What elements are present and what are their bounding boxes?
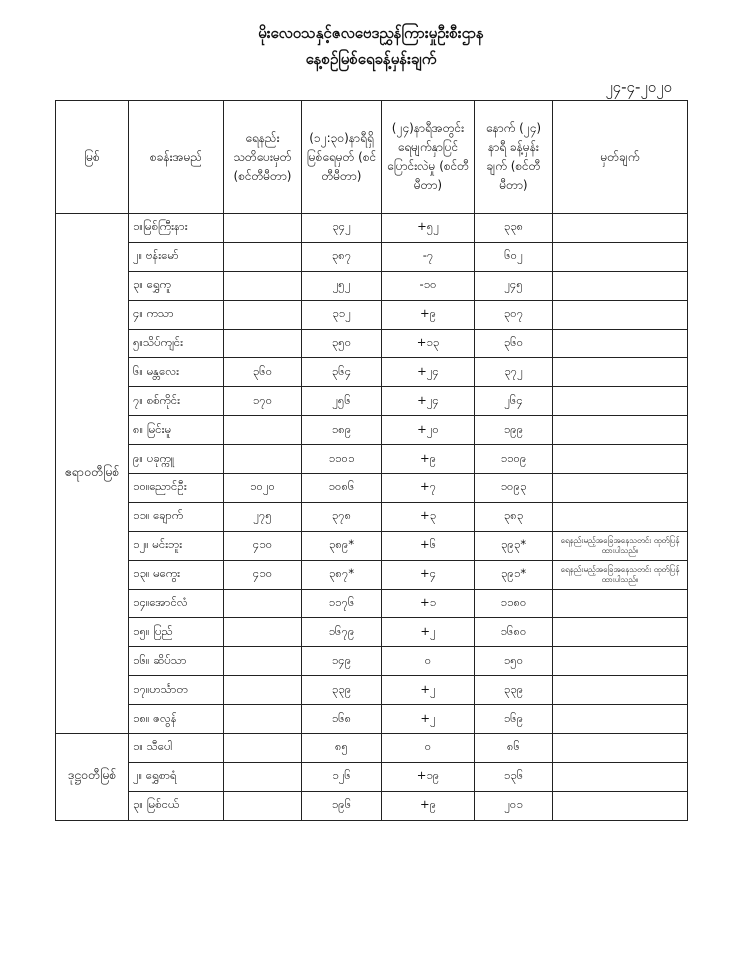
table-row — [56, 734, 688, 763]
water-level-cell: ၃၇၈ — [302, 502, 382, 531]
water-level-cell: ၁၉၆ — [302, 791, 382, 820]
water-level-cell: ၃၄၂ — [302, 214, 382, 243]
station-cell: ၁၈။ ဇလွန် — [129, 705, 224, 734]
warning-level-cell — [224, 329, 302, 358]
table-row — [56, 647, 688, 676]
forecast-cell: ၁၃၆ — [475, 762, 553, 791]
level-change-cell: +၉ — [382, 445, 475, 474]
table-row — [56, 531, 688, 560]
forecast-cell: ၃၀၇ — [475, 300, 553, 329]
remark-cell — [553, 214, 688, 243]
forecast-cell: ၂၀၁ — [475, 791, 553, 820]
forecast-cell: ၃၈၃ — [475, 502, 553, 531]
station-cell: ၁၃။ မကွေး — [129, 560, 224, 589]
forecast-cell: ၁၅၀ — [475, 647, 553, 676]
level-change-cell: +၂ — [382, 618, 475, 647]
header-river: မြစ် — [56, 101, 129, 214]
water-level-cell: ၃၃၉ — [302, 676, 382, 705]
station-cell: ၁၅။ ပြည် — [129, 618, 224, 647]
table-row — [56, 618, 688, 647]
station-cell: ၁၄။အောင်လံ — [129, 589, 224, 618]
forecast-cell: ၁၆၉ — [475, 705, 553, 734]
water-level-cell: ၂၅၂ — [302, 271, 382, 300]
water-level-cell: ၁၁၀၁ — [302, 445, 382, 474]
warning-level-cell — [224, 676, 302, 705]
water-level-cell: ၃၅၀ — [302, 329, 382, 358]
warning-level-cell — [224, 589, 302, 618]
warning-level-cell: ၄၁၀ — [224, 560, 302, 589]
document-subtitle: နေ့စဉ်မြစ်ရေခန့်မှန်းချက် — [305, 50, 437, 68]
level-change-cell: +၅၂ — [382, 214, 475, 243]
level-change-cell: +၇ — [382, 474, 475, 503]
table-row — [56, 300, 688, 329]
forecast-cell: ၁၁၈၀ — [475, 589, 553, 618]
river-name-cell: ဒုဋ္ဌဝတီမြစ် — [56, 734, 129, 821]
table-row — [56, 214, 688, 243]
header-station: စခန်းအမည် — [129, 101, 224, 214]
level-change-cell: +၉ — [382, 791, 475, 820]
warning-level-cell — [224, 791, 302, 820]
warning-level-cell — [224, 734, 302, 763]
river-name-cell: ဧရာဝတီမြစ် — [56, 214, 129, 734]
forecast-cell: ၃၃၈ — [475, 214, 553, 243]
remark-cell — [553, 791, 688, 820]
table-row — [56, 762, 688, 791]
warning-level-cell — [224, 242, 302, 271]
remark-cell — [553, 676, 688, 705]
remark-cell — [553, 762, 688, 791]
warning-level-cell — [224, 647, 302, 676]
level-change-cell: +၃ — [382, 502, 475, 531]
level-change-cell: +၁ — [382, 589, 475, 618]
remark-cell — [553, 416, 688, 445]
table-row — [56, 242, 688, 271]
warning-level-cell: ၃၆၀ — [224, 358, 302, 387]
table-row — [56, 474, 688, 503]
river-forecast-table — [55, 100, 688, 821]
water-level-cell: ၈၅ — [302, 734, 382, 763]
station-cell: ၁။ သီပေါ — [129, 734, 224, 763]
water-level-cell: ၃၈၇* — [302, 560, 382, 589]
level-change-cell: +၂၀ — [382, 416, 475, 445]
forecast-cell: ၁၆၈၀ — [475, 618, 553, 647]
station-cell: ၅။သိပ်ကျင်း — [129, 329, 224, 358]
forecast-cell: ၆၀၂ — [475, 242, 553, 271]
level-change-cell: +၂ — [382, 676, 475, 705]
report-date: ၂၄-၄-၂၀၂၀ — [605, 78, 672, 96]
level-change-cell: +၁၃ — [382, 329, 475, 358]
table-row — [56, 445, 688, 474]
remark-cell — [553, 647, 688, 676]
water-level-cell: ၃၆၄ — [302, 358, 382, 387]
level-change-cell: +၂၄ — [382, 387, 475, 416]
water-level-cell: ၁၆၈ — [302, 705, 382, 734]
table-row — [56, 560, 688, 589]
station-cell: ၃။ ရွှေကူ — [129, 271, 224, 300]
remark-cell — [553, 358, 688, 387]
warning-level-cell — [224, 445, 302, 474]
level-change-cell: +၆ — [382, 531, 475, 560]
station-cell: ၇။ စစ်ကိုင်း — [129, 387, 224, 416]
remark-cell — [553, 300, 688, 329]
remark-cell — [553, 387, 688, 416]
station-cell: ၁၀။ညောင်ဦး — [129, 474, 224, 503]
remark-cell — [553, 242, 688, 271]
forecast-cell: ၃၃၉ — [475, 676, 553, 705]
station-cell: ၆။ မန္တလေး — [129, 358, 224, 387]
water-level-cell: ၁၄၉ — [302, 647, 382, 676]
forecast-cell: ၈၆ — [475, 734, 553, 763]
station-cell: ၂။ ဗန်းမော် — [129, 242, 224, 271]
level-change-cell: ၀ — [382, 647, 475, 676]
water-level-cell: ၁၈၉ — [302, 416, 382, 445]
warning-level-cell — [224, 705, 302, 734]
forecast-cell: ၃၆၀ — [475, 329, 553, 358]
table-row — [56, 358, 688, 387]
table-row — [56, 387, 688, 416]
header-24h-change: (၂၄)နာရီအတွင်း ရေမျက်နှာပြင် ပြောင်းလဲမှု (စင်တီမီတာ) — [382, 101, 475, 214]
level-change-cell: ၀ — [382, 734, 475, 763]
level-change-cell: -၇ — [382, 242, 475, 271]
table-row — [56, 676, 688, 705]
table-row — [56, 416, 688, 445]
level-change-cell: +၄ — [382, 560, 475, 589]
warning-level-cell — [224, 618, 302, 647]
warning-level-cell — [224, 416, 302, 445]
warning-level-cell: ၂၇၅ — [224, 502, 302, 531]
level-change-cell: +၉ — [382, 300, 475, 329]
forecast-cell: ၁၀၉၃ — [475, 474, 553, 503]
level-change-cell: +၂ — [382, 705, 475, 734]
water-level-cell: ၁၂၆ — [302, 762, 382, 791]
water-level-cell: ၁၆၇၉ — [302, 618, 382, 647]
station-cell: ၁၁။ ချောက် — [129, 502, 224, 531]
table-row — [56, 705, 688, 734]
station-cell: ၃။ မြစ်ငယ် — [129, 791, 224, 820]
remark-cell: ရေနည်းမည့်အခြေအနေသတင်း ထုတ်ပြန်ထားပါသည်။ — [553, 531, 688, 560]
header-24h-forecast: နောက် (၂၄) နာရီ ခန့်မှန်းချက် (စင်တီမီတာ) — [475, 101, 553, 214]
table-row — [56, 271, 688, 300]
warning-level-cell — [224, 271, 302, 300]
water-level-cell: ၃၈၉* — [302, 531, 382, 560]
level-change-cell: +၁၉ — [382, 762, 475, 791]
header-remarks: မှတ်ချက် — [553, 101, 688, 214]
water-level-cell: ၃၈၇ — [302, 242, 382, 271]
warning-level-cell — [224, 214, 302, 243]
remark-cell — [553, 589, 688, 618]
table-row — [56, 502, 688, 531]
station-cell: ၂။ ရွှေစာရံ — [129, 762, 224, 791]
table-row — [56, 329, 688, 358]
table-header-row — [56, 101, 688, 214]
remark-cell — [553, 474, 688, 503]
remark-cell: ရေနည်းမည့်အခြေအနေသတင်း ထုတ်ပြန်ထားပါသည်။ — [553, 560, 688, 589]
warning-level-cell — [224, 762, 302, 791]
water-level-cell: ၂၅၆ — [302, 387, 382, 416]
warning-level-cell: ၄၁၀ — [224, 531, 302, 560]
level-change-cell: +၂၄ — [382, 358, 475, 387]
station-cell: ၁။မြစ်ကြီးနား — [129, 214, 224, 243]
water-level-cell: ၁၀၈၆ — [302, 474, 382, 503]
forecast-cell: ၁၉၉ — [475, 416, 553, 445]
station-cell: ၁၆။ ဆိပ်သာ — [129, 647, 224, 676]
forecast-cell: ၂၄၅ — [475, 271, 553, 300]
station-cell: ၁၇။ဟင်္သာတ — [129, 676, 224, 705]
forecast-cell: ၂၆၄ — [475, 387, 553, 416]
remark-cell — [553, 445, 688, 474]
level-change-cell: -၁၀ — [382, 271, 475, 300]
table-row — [56, 589, 688, 618]
forecast-cell: ၃၉၃* — [475, 531, 553, 560]
station-cell: ၉။ ပခုက္ကူ — [129, 445, 224, 474]
remark-cell — [553, 734, 688, 763]
remark-cell — [553, 329, 688, 358]
remark-cell — [553, 271, 688, 300]
forecast-cell: ၁၁၀၉ — [475, 445, 553, 474]
forecast-cell: ၃၉၁* — [475, 560, 553, 589]
table-row — [56, 791, 688, 820]
station-cell: ၈။ မြင်းမူ — [129, 416, 224, 445]
remark-cell — [553, 502, 688, 531]
warning-level-cell: ၁၀၂၀ — [224, 474, 302, 503]
water-level-cell: ၁၁၇၆ — [302, 589, 382, 618]
warning-level-cell: ၁၇၀ — [224, 387, 302, 416]
station-cell: ၄။ ကသာ — [129, 300, 224, 329]
header-current-level: (၁၂:၃၀)နာရီရှိ မြစ်ရေမှတ် (စင်တီမီတာ) — [302, 101, 382, 214]
water-level-cell: ၃၁၂ — [302, 300, 382, 329]
remark-cell — [553, 618, 688, 647]
header-low-water-warning: ရေနည်း သတိပေးမှတ် (စင်တီမီတာ) — [224, 101, 302, 214]
remark-cell — [553, 705, 688, 734]
warning-level-cell — [224, 300, 302, 329]
forecast-cell: ၃၇၂ — [475, 358, 553, 387]
document-title: မိုးလေဝသနှင့်ဇလဗေဒညွှန်ကြားမှုဦးစီးဌာန — [258, 24, 484, 42]
station-cell: ၁၂။ မင်းဘူး — [129, 531, 224, 560]
